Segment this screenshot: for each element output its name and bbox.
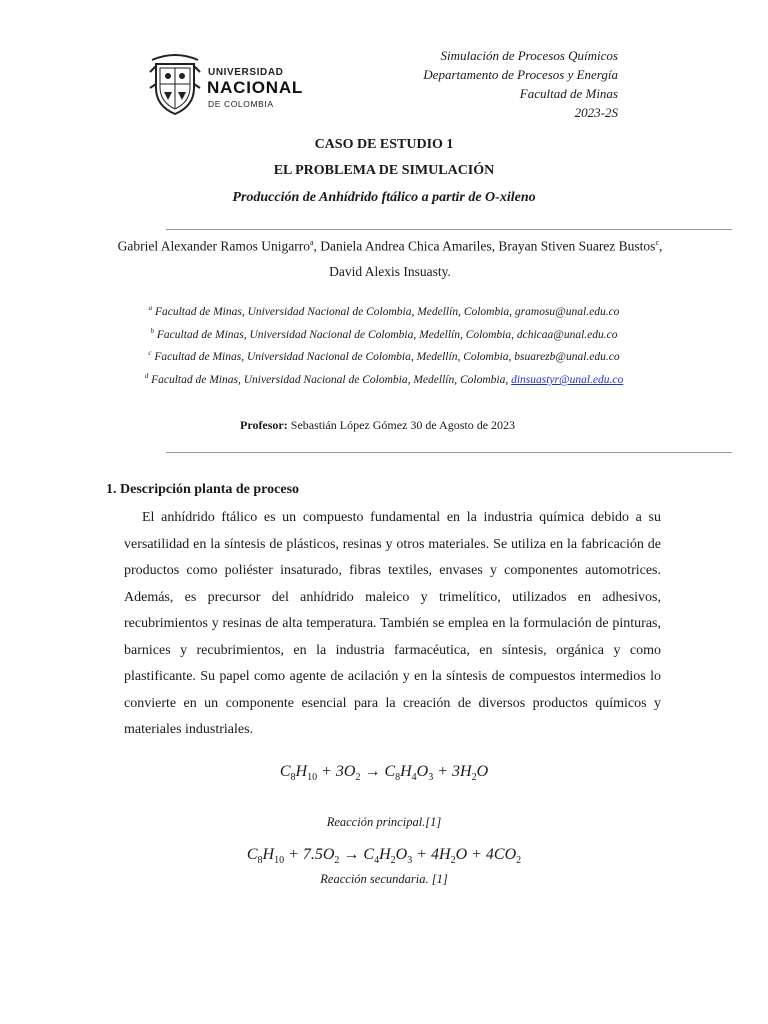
eq-term: O: [416, 763, 429, 780]
eq-sub: 8: [395, 772, 401, 784]
author-1-sup: a: [309, 238, 314, 247]
eq-term: H: [400, 763, 412, 780]
eq-term: C: [279, 763, 291, 780]
eq-term: O + 4CO: [455, 846, 517, 863]
logo-line-nacional: NACIONAL: [207, 78, 304, 97]
course-header: [423, 46, 618, 122]
eq-sub: 2: [355, 772, 361, 784]
arrow-icon: →: [360, 763, 385, 780]
eq-sub: 2: [450, 855, 456, 867]
affiliation-sup: b: [150, 327, 154, 335]
eq-term: H: [262, 846, 275, 863]
eq-term: H: [379, 846, 391, 863]
affiliation-text: Facultad de Minas, Universidad Nacional de Colombia, Medellín, Colombia, gramosu@unal.edu.co: [152, 305, 620, 318]
eq-term: + 7.5O: [284, 846, 335, 863]
eq-sub: 4: [374, 855, 380, 867]
eq-term: + 3O: [317, 763, 356, 780]
author-4: , David Alexis Insuasty.: [329, 238, 663, 279]
semester: 2023-2S: [574, 105, 618, 120]
authors-list: [110, 230, 670, 284]
section-paragraph: [124, 505, 661, 744]
author-2-3: , Daniela Andrea Chica Amariles, Brayan Stiven Suarez Bustos: [313, 238, 656, 254]
affiliation-sup: c: [148, 349, 152, 357]
main-reaction-caption: Reacción principal.[1]: [326, 815, 442, 829]
arrow-icon: →: [339, 846, 364, 863]
eq-sub: 2: [334, 855, 340, 867]
eq-sub: 2: [516, 855, 522, 867]
affiliation-text: Facultad de Minas, Universidad Nacional de Colombia, Medellín, Colombia, bsuarezb@unal.edu.co: [151, 350, 620, 363]
eq-sub: 8: [257, 855, 263, 867]
author-3-sup: c: [655, 238, 659, 247]
secondary-reaction-equation: [0, 846, 768, 866]
coat-of-arms-icon: [148, 52, 202, 116]
affiliation-sup: d: [144, 372, 149, 380]
eq-sub: 2: [471, 772, 477, 784]
affiliation-c: [100, 349, 668, 363]
affiliation-text: Facultad de Minas, Universidad Nacional de Colombia, Medellín, Colombia, dchicaa@unal.edu.co: [154, 328, 618, 341]
university-logo: [148, 52, 318, 116]
affiliation-d: [100, 372, 668, 386]
case-title: CASO DE ESTUDIO 1: [314, 137, 454, 152]
eq-sub: 8: [290, 772, 296, 784]
logo-line-colombia: DE COLOMBIA: [208, 99, 274, 109]
affiliation-b: [100, 327, 668, 341]
eq-term: + 4H: [412, 846, 451, 863]
secondary-reaction-caption: Reacción secundaria. [1]: [320, 872, 448, 886]
eq-term: C: [246, 846, 258, 863]
eq-term: C: [384, 763, 396, 780]
logo-line-universidad: UNIVERSIDAD: [208, 67, 284, 78]
faculty-name: Facultad de Minas: [519, 86, 618, 101]
affiliation-a: [100, 304, 668, 318]
professor-text: Sebastián López Gómez 30 de Agosto de 2023: [287, 418, 516, 432]
paragraph-text: El anhídrido ftálico es un compuesto fundamental en la industria química debido a su versatilidad en la síntesis de plásticos, resinas y otros materiales. Se utiliza en la fabricación de productos como poliéster insaturado, fibras textiles, envases y componentes automotrices. Además, es precursor del anhídrido maleico y trimelítico, utilizados en adhesivos, recubrimientos y resinas de alta temperatura. También se emplea en la formulación de pinturas, barnices y recubrimientos, en la industria farmacéutica, en síntesis, orgánica y como plastificante. Su papel como agente de acilación y en la síntesis de compuestos intermedios lo convierte en un componente esencial para la creación de diversos productos químicos y materiales industriales.: [124, 510, 661, 737]
professor-line: [240, 418, 515, 433]
eq-term: O: [476, 763, 489, 780]
affiliation-sup: a: [148, 304, 153, 312]
eq-term: H: [295, 763, 308, 780]
document-subtitle: Producción de Anhídrido ftálico a partir de O-xileno: [232, 190, 536, 205]
course-name: Simulación de Procesos Químicos: [440, 48, 618, 63]
eq-term: O: [395, 846, 408, 863]
bottom-divider: [166, 452, 732, 453]
eq-sub: 2: [390, 855, 396, 867]
main-reaction-equation: [0, 763, 768, 783]
author-1: Gabriel Alexander Ramos Unigarro: [117, 238, 310, 254]
problem-title: EL PROBLEMA DE SIMULACIÓN: [273, 163, 495, 178]
department-name: Departamento de Procesos y Energía: [423, 67, 618, 82]
professor-label: Profesor:: [240, 418, 288, 432]
eq-sub: 10: [307, 772, 318, 784]
section-heading: 1. Descripción planta de proceso: [106, 482, 300, 497]
eq-sub: 3: [407, 855, 413, 867]
eq-term: + 3H: [433, 763, 472, 780]
eq-term: C: [363, 846, 375, 863]
eq-sub: 4: [411, 772, 417, 784]
email-link[interactable]: dinsuastyr@unal.edu.co: [511, 373, 624, 386]
eq-sub: 10: [274, 855, 285, 867]
eq-sub: 3: [428, 772, 434, 784]
affiliation-text: Facultad de Minas, Universidad Nacional de Colombia, Medellín, Colombia,: [148, 373, 512, 386]
